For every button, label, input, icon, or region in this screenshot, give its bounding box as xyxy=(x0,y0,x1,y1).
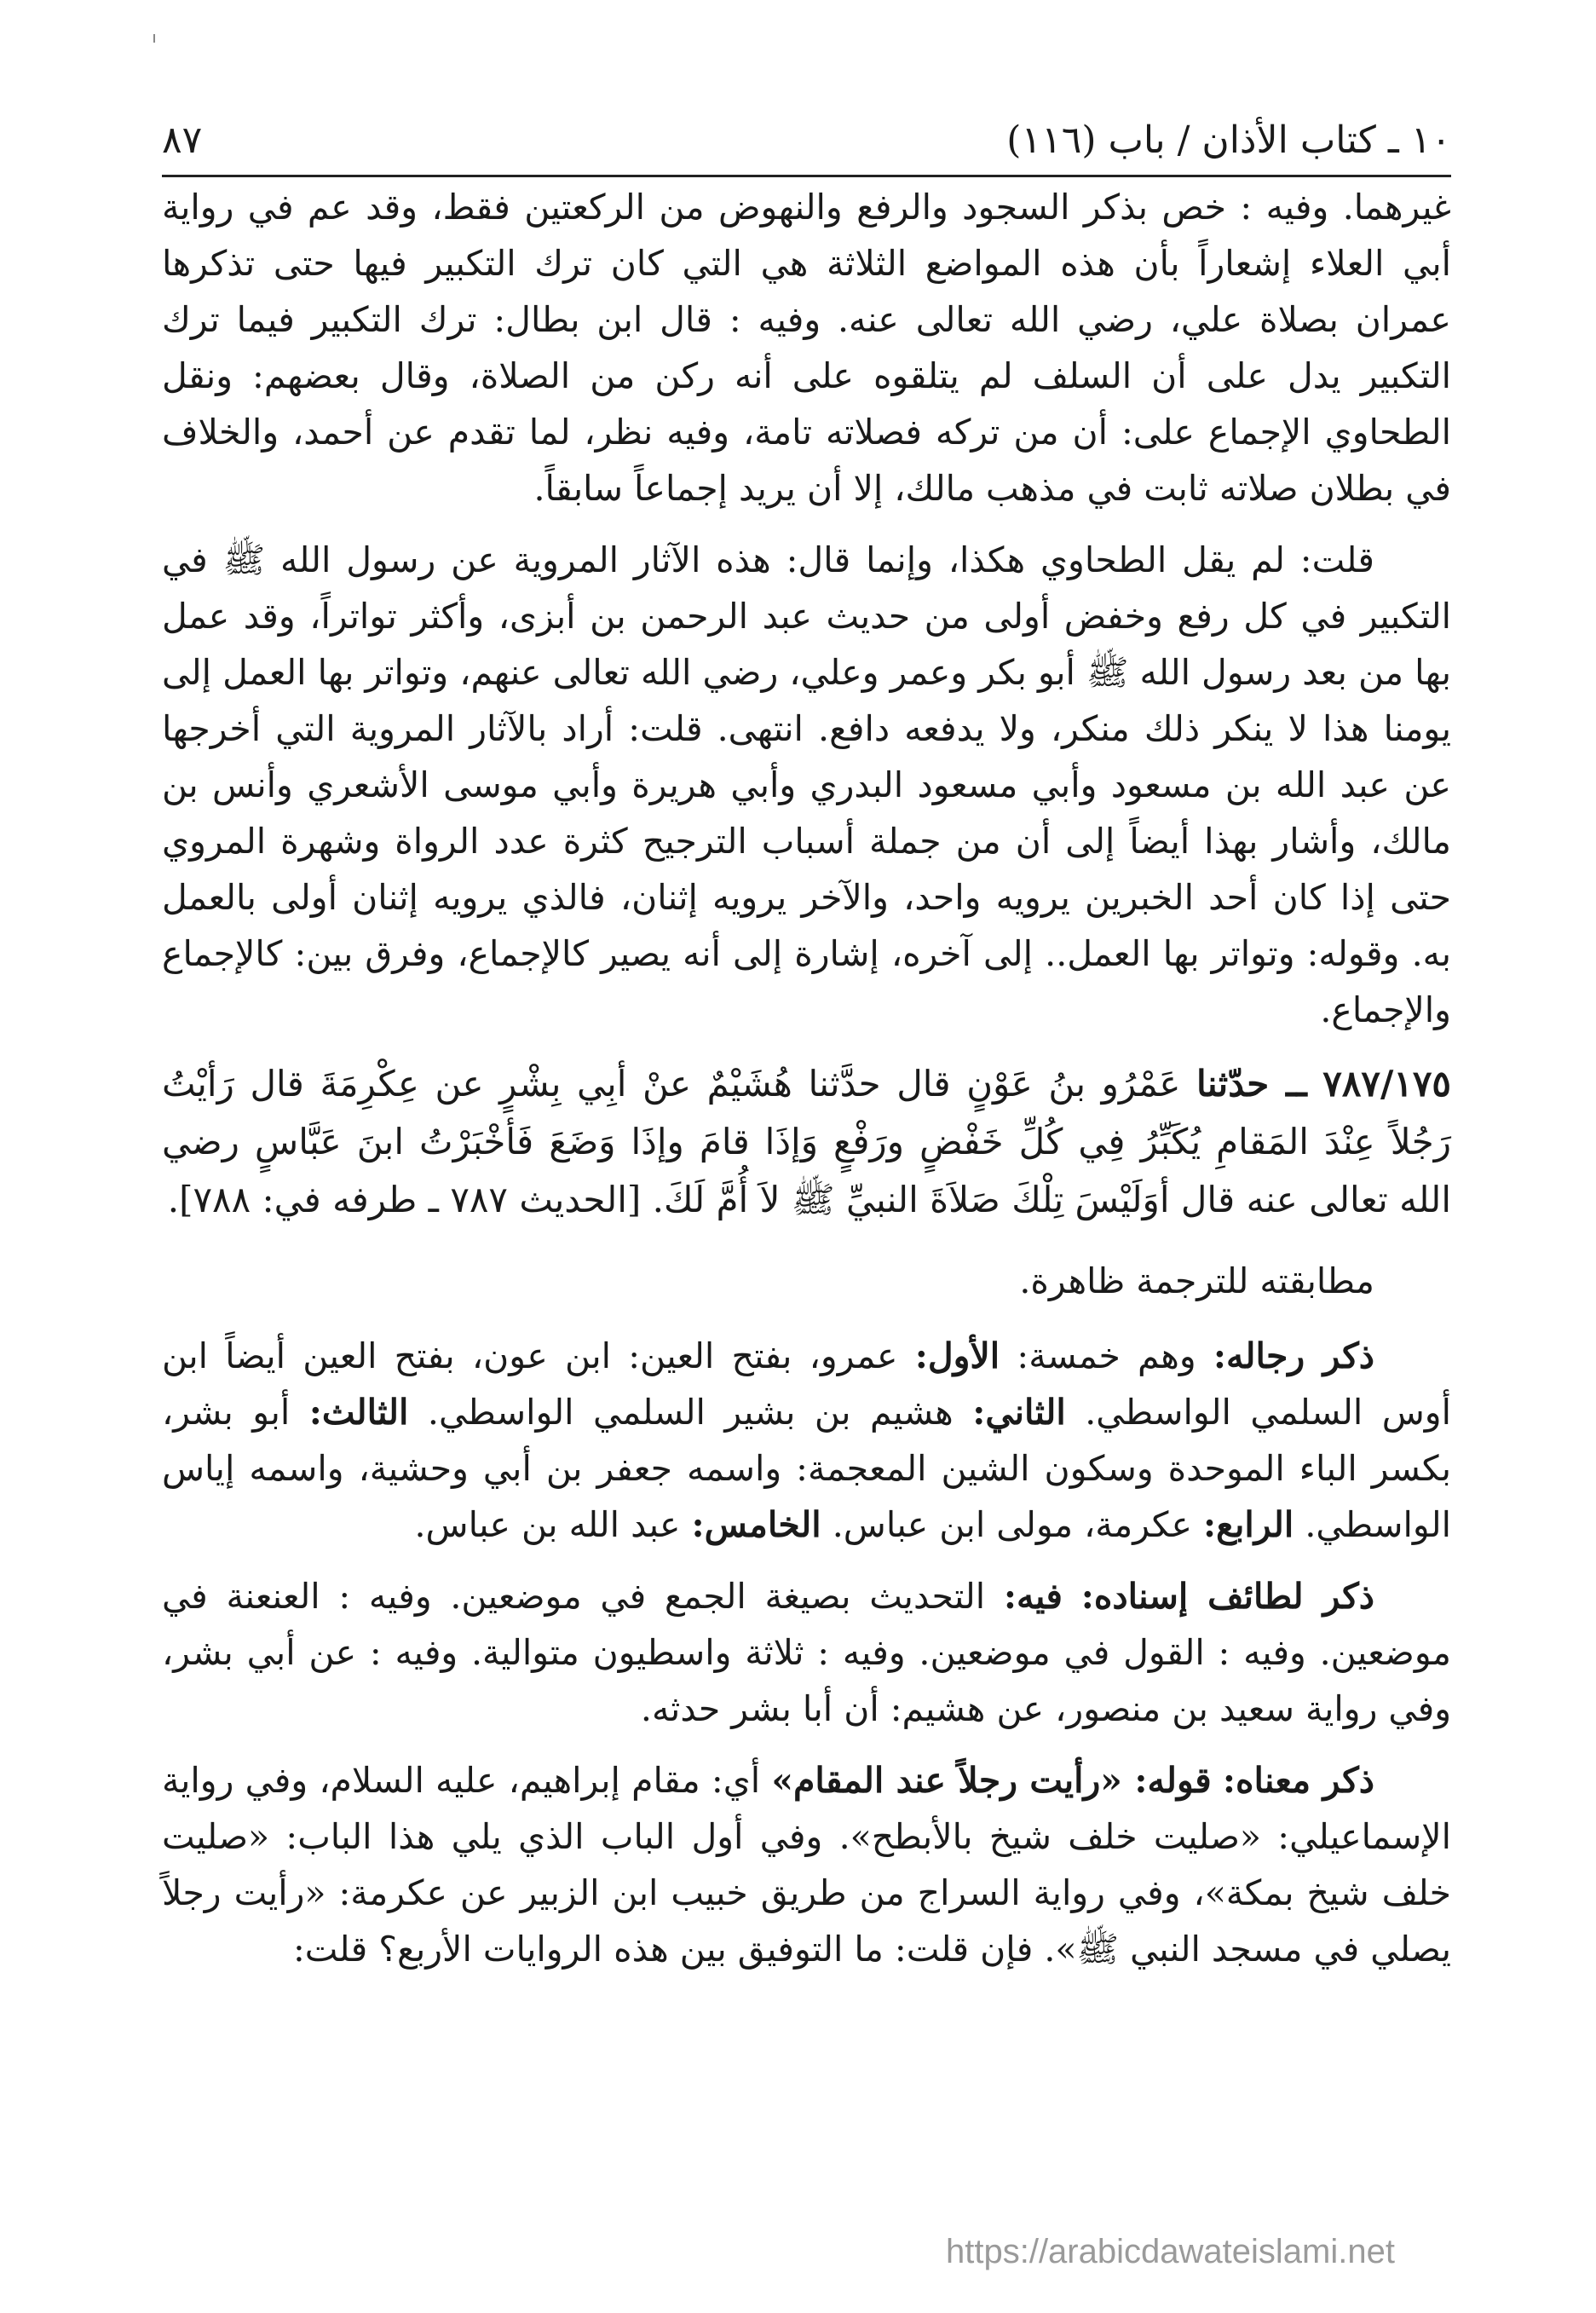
rijal-first: عمرو، بفتح العين: ابن عون، بفتح العين أيضاً ابن أوس السلمي الواسطي. xyxy=(162,1335,1451,1433)
hadith-lead: ــ حدّثنا xyxy=(1196,1063,1307,1105)
rijal-fourth: عكرمة، مولى ابن عباس. xyxy=(832,1504,1192,1545)
paragraph-2: قلت: لم يقل الطحاوي هكذا، وإنما قال: هذه الآثار المروية عن رسول الله ﷺ في التكبير في كل رفع وخفض أولى من حديث عبد الرحمن بن أبزى، وأكثر تواتراً، وقد عمل بها من بعد رسول الله ﷺ أبو بكر وعمر وعلي، رضي الله تعالى عنهم، وتواتر بها العمل إلى يومنا هذا لا ينكر ذلك منكر، ولا يدفعه دافع. انتهى. قلت: أراد بالآثار المروية التي أخرجها عن عبد الله بن مسعود وأبي مسعود البدري وأبي هريرة وأبي موسى الأشعري وأنس بن مالك، وأشار بهذا أيضاً إلى أن من جملة أسباب الترجيح كثرة عدد الرواة وشهرة المروي حتى إذا كان أحد الخبرين يرويه واحد، والآخر يرويه إثنان، فالذي يرويه إثنان أولى بالعمل به. وقوله: وتواتر بها العمل.. إلى آخره، إشارة إلى أنه يصير كالإجماع، وفرق بين: كالإجماع والإجماع. xyxy=(162,539,1451,1030)
page-body xyxy=(162,179,1451,1993)
header-rule xyxy=(162,175,1451,177)
scan-mark xyxy=(153,34,155,43)
hadith-block xyxy=(162,1055,1451,1229)
rijal-heading: ذكر رجاله: xyxy=(1213,1335,1374,1376)
maana-section xyxy=(162,1752,1451,1977)
lataif-section xyxy=(162,1568,1451,1737)
hadith-number: ٧٨٧/١٧٥ xyxy=(1322,1063,1451,1105)
chapter-title: ١٠ ـ كتاب الأذان / باب (١١٦) xyxy=(1006,118,1451,162)
rijal-first-label: الأول: xyxy=(914,1335,1000,1376)
lataif-text: التحديث بصيغة الجمع في موضعين. وفيه : العنعنة في موضعين. وفيه : القول في موضعين. وفيه : ثلاثة واسطيون متوالية. وفيه : عن أبي بشر، وفي رواية سعيد بن منصور، عن هشيم: أن أبا بشر حدثه. xyxy=(162,1576,1451,1729)
rijal-fifth: عبد الله بن عباس. xyxy=(414,1504,681,1545)
rijal-intro: وهم خمسة: xyxy=(1017,1335,1196,1376)
rijal-section xyxy=(162,1328,1451,1553)
maana-heading: ذكر معناه: xyxy=(1222,1760,1374,1801)
rijal-second: هشيم بن بشير السلمي الواسطي. xyxy=(427,1392,954,1433)
lataif-fih: فيه: xyxy=(1003,1576,1063,1617)
match-note: مطابقته للترجمة ظاهرة. xyxy=(1019,1260,1374,1301)
rijal-fifth-label: الخامس: xyxy=(691,1504,821,1545)
paragraph-1: غيرهما. وفيه : خص بذكر السجود والرفع والنهوض من الركعتين فقط، وقد عم في رواية أبي العلاء إشعاراً بأن هذه المواضع الثلاثة هي التي كان ترك التكبير فيها حتى تذكرها عمران بصلاة علي، رضي الله تعالى عنه. وفيه : قال ابن بطال: ترك التكبير فيما ترك التكبير يدل على أن السلف لم يتلقوه على أنه ركن من الصلاة، وقال بعضهم: ونقل الطحاوي الإجماع على: أن من تركه فصلاته تامة، وفيه نظر، لما تقدم عن أحمد، والخلاف في بطلان صلاته ثابت في مذهب مالك، إلا أن يريد إجماعاً سابقاً. xyxy=(162,187,1451,509)
rijal-third: أبو بشر، بكسر الباء الموحدة وسكون الشين المعجمة: واسمه جعفر بن أبي وحشية، واسمه إياس الواسطي. xyxy=(162,1392,1451,1545)
page-header xyxy=(162,102,1451,162)
maana-text: أي: مقام إبراهيم، عليه السلام، وفي رواية الإسماعيلي: «صليت خلف شيخ بالأبطح». وفي أول الباب الذي يلي هذا الباب: «صليت خلف شيخ بمكة»، وفي رواية السراج من طريق خبيب ابن الزبير عن عكرمة: «رأيت رجلاً يصلي في مسجد النبي ﷺ». فإن قلت: ما التوفيق بين هذه الروايات الأربع؟ قلت: xyxy=(162,1760,1451,1970)
rijal-second-label: الثاني: xyxy=(972,1392,1066,1433)
rijal-third-label: الثالث: xyxy=(308,1392,409,1433)
hadith-text: عَمْرُو بنُ عَوْنٍ قال حدَّثنا هُشَيْمٌ عنْ أبِي بِشْرٍ عن عِكْرِمَةَ قال رَأيْتُ رَجُلاً عِنْدَ المَقامِ يُكَبِّرُ فِي كُلِّ خَفْضٍ ورَفْعٍ وَإذَا قامَ وإذَا وَضَعَ فَأخْبَرْتُ ابنَ عَبَّاسٍ رضي الله تعالى عنه قال أوَلَيْسَ تِلْكَ صَلاَةَ النبيِّ ﷺ لاَ أُمَّ لَكَ. [الحديث ٧٨٧ ـ طرفه في: ٧٨٨]. xyxy=(162,1063,1451,1220)
page-number: ٨٧ xyxy=(162,118,203,162)
rijal-fourth-label: الرابع: xyxy=(1203,1504,1294,1545)
lataif-heading: ذكر لطائف إسناده: xyxy=(1080,1576,1374,1617)
watermark-url: https://arabicdawateislami.net xyxy=(946,2233,1395,2270)
maana-quote: قوله: «رأيت رجلاً عند المقام» xyxy=(771,1760,1212,1801)
